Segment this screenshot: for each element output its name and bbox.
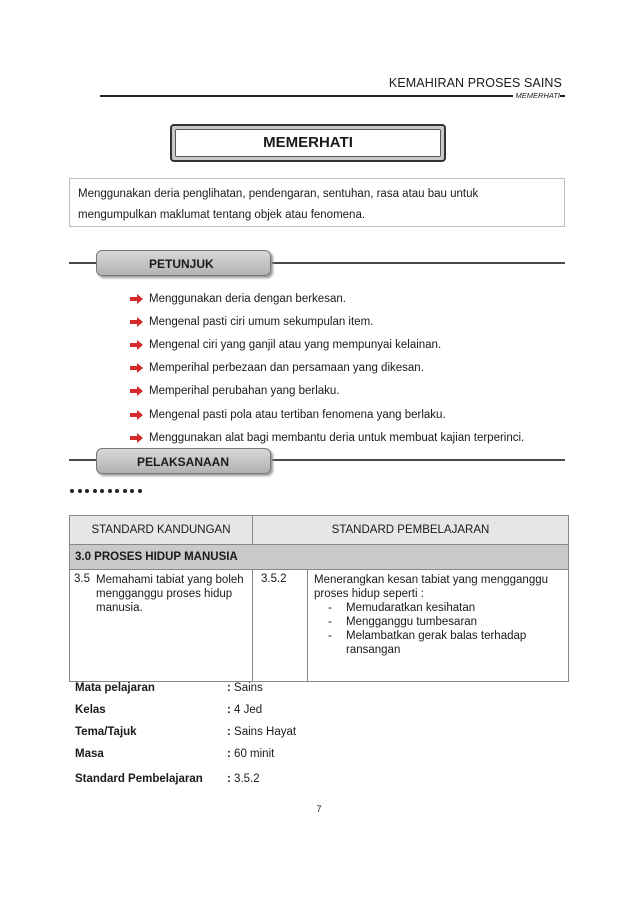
list-item [130, 333, 524, 356]
dash-icon: - [328, 616, 332, 628]
pelaksanaan-tab [96, 448, 271, 474]
info-value-text: Sains [234, 682, 263, 694]
header-rule [100, 95, 565, 97]
dot [85, 489, 89, 493]
info-value: : Sains Hayat [227, 726, 297, 738]
info-value: : 3.5.2 [227, 773, 260, 785]
arrow-bullet-icon [130, 386, 143, 396]
info-label: Masa [75, 748, 104, 760]
table-header-row [70, 516, 569, 545]
dot [100, 489, 104, 493]
dot [108, 489, 112, 493]
sp-number: 3.5.2 [253, 570, 308, 682]
sp-item [328, 601, 562, 615]
bullet-text: Menggunakan deria dengan berkesan. [149, 292, 346, 305]
arrow-bullet-icon [130, 340, 143, 350]
info-label: Kelas [75, 704, 106, 716]
pelaksanaan-label: PELAKSANAAN [137, 455, 230, 469]
arrow-bullet-icon [130, 363, 143, 373]
sp-item-text: Memudaratkan kesihatan [346, 602, 476, 614]
definition-text: Menggunakan deria penglihatan, pendengaran, sentuhan, rasa atau bau untuk mengumpulkan maklumat tentang objek atau fenomena. [78, 188, 479, 221]
definition-box [69, 178, 565, 227]
bullet-text: Menggunakan alat bagi membantu deria untuk membuat kajian terperinci. [149, 431, 525, 444]
info-value-text: 60 minit [234, 748, 275, 760]
info-value: : 4 Jed [227, 704, 263, 716]
petunjuk-tab [96, 250, 271, 276]
list-item [130, 380, 524, 403]
sp-cell [308, 570, 569, 682]
arrow-bullet-icon [130, 294, 143, 304]
sp-item-text: Melambatkan gerak balas terhadap ransangan [346, 630, 527, 656]
sp-item [328, 629, 562, 657]
header-standard-pembelajaran: STANDARD PEMBELAJARAN [253, 516, 569, 545]
info-value: : 60 minit [227, 748, 275, 760]
info-value: : Sains [227, 682, 263, 694]
page-number: 7 [316, 804, 322, 814]
petunjuk-label: PETUNJUK [149, 257, 214, 271]
header-subtitle: MEMERHATI [513, 91, 560, 100]
list-item [130, 287, 524, 310]
bullet-text: Mengenal ciri yang ganjil atau yang mempunyai kelainan. [149, 338, 442, 351]
dot [130, 489, 134, 493]
sp-item [328, 615, 562, 629]
sk-cell [70, 570, 253, 682]
dot [93, 489, 97, 493]
sp-text: Menerangkan kesan tabiat yang mengganggu proses hidup seperti : [314, 574, 549, 600]
bullet-text: Memperihal perubahan yang berlaku. [149, 385, 340, 398]
section-title: 3.0 PROSES HIDUP MANUSIA [70, 545, 569, 570]
dot [70, 489, 74, 493]
sp-item-text: Mengganggu tumbesaran [346, 616, 478, 628]
list-item [130, 357, 524, 380]
arrow-bullet-icon [130, 433, 143, 443]
info-label: Standard Pembelajaran [75, 773, 203, 785]
header-standard-kandungan: STANDARD KANDUNGAN [70, 516, 253, 545]
dot [138, 489, 142, 493]
info-value-text: 3.5.2 [234, 773, 260, 785]
info-label: Mata pelajaran [75, 682, 155, 694]
dash-icon: - [328, 630, 332, 642]
sk-number: 3.5 [74, 573, 90, 585]
sk-text: Memahami tabiat yang boleh mengganggu proses hidup manusia. [96, 574, 244, 614]
list-item [130, 426, 524, 449]
main-title-box [170, 124, 446, 162]
dot-separator [70, 488, 142, 494]
info-label: Tema/Tajuk [75, 726, 137, 738]
main-title: MEMERHATI [175, 129, 441, 157]
header-title: KEMAHIRAN PROSES SAINS [388, 76, 562, 90]
arrow-bullet-icon [130, 410, 143, 420]
dash-icon: - [328, 602, 332, 614]
bullet-text: Memperihal perbezaan dan persamaan yang dikesan. [149, 362, 424, 375]
bullet-text: Mengenal pasti ciri umum sekumpulan item. [149, 315, 374, 328]
dot [123, 489, 127, 493]
info-value-text: Sains Hayat [234, 726, 297, 738]
list-item [130, 310, 524, 333]
info-value-text: 4 Jed [234, 704, 263, 716]
arrow-bullet-icon [130, 317, 143, 327]
table-section-row [70, 545, 569, 570]
dot [78, 489, 82, 493]
sp-list [314, 601, 562, 657]
dot [115, 489, 119, 493]
list-item [130, 403, 524, 426]
bullet-text: Mengenal pasti pola atau tertiban fenomena yang berlaku. [149, 408, 446, 421]
standard-table [69, 515, 569, 682]
table-row [70, 570, 569, 682]
petunjuk-list [130, 287, 524, 449]
